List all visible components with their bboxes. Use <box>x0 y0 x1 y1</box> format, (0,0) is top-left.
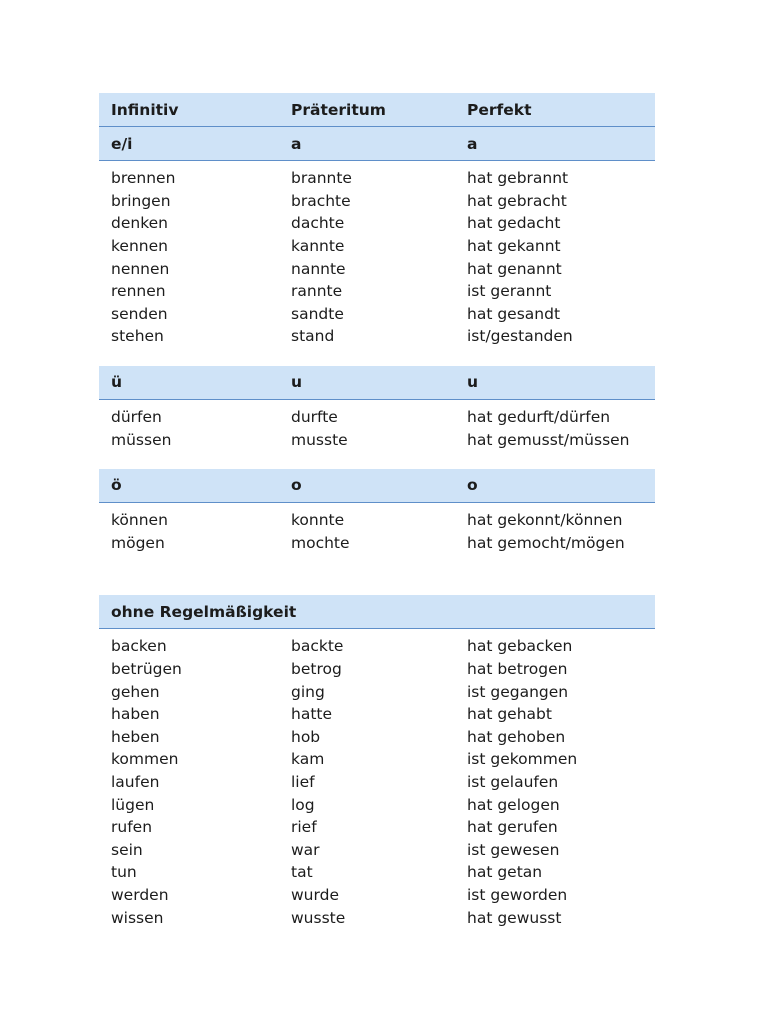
table-row <box>99 861 655 884</box>
table-row <box>99 428 655 451</box>
table-row <box>99 793 655 816</box>
cell-infinitiv: tun <box>111 863 137 882</box>
cell-infinitiv: bringen <box>111 191 171 210</box>
cell-praeteritum: sandte <box>291 304 344 323</box>
cell-perfekt: hat gedurft/dürfen <box>467 408 611 427</box>
cell-praeteritum: lief <box>291 772 315 791</box>
cell-praeteritum: wurde <box>291 885 339 904</box>
cell-praeteritum: backte <box>291 637 344 656</box>
group-label-perfekt: u <box>467 373 479 392</box>
group-rows <box>99 161 655 348</box>
table-row <box>99 748 655 771</box>
group-label-praeteritum: a <box>291 134 302 153</box>
table-row <box>99 303 655 326</box>
cell-praeteritum: wusste <box>291 908 346 927</box>
cell-praeteritum: konnte <box>291 511 345 530</box>
cell-perfekt: hat gedacht <box>467 214 561 233</box>
cell-perfekt: hat gebracht <box>467 191 567 210</box>
cell-praeteritum: kannte <box>291 237 345 256</box>
cell-perfekt: hat getan <box>467 863 543 882</box>
cell-perfekt: hat gewusst <box>467 908 562 927</box>
cell-perfekt: hat gesandt <box>467 304 561 323</box>
group-rows <box>99 503 655 554</box>
cell-perfekt: hat gehoben <box>467 727 566 746</box>
header-perfekt: Perfekt <box>467 100 532 119</box>
cell-perfekt: hat gekannt <box>467 237 561 256</box>
group-rows <box>99 400 655 451</box>
cell-infinitiv: können <box>111 511 168 530</box>
table-row <box>99 771 655 794</box>
table-row <box>99 838 655 861</box>
cell-infinitiv: lügen <box>111 795 155 814</box>
cell-praeteritum: musste <box>291 430 348 449</box>
group-header-row <box>99 469 655 503</box>
cell-praeteritum: war <box>291 840 320 859</box>
spacer <box>99 451 655 469</box>
table-row <box>99 658 655 681</box>
cell-praeteritum: durfte <box>291 408 338 427</box>
cell-infinitiv: heben <box>111 727 160 746</box>
cell-infinitiv: müssen <box>111 430 172 449</box>
verb-table <box>99 93 655 929</box>
cell-praeteritum: mochte <box>291 533 350 552</box>
cell-praeteritum: stand <box>291 327 335 346</box>
cell-infinitiv: betrügen <box>111 660 182 679</box>
group-label-infinitiv: ü <box>111 373 123 392</box>
group-header-row <box>99 366 655 400</box>
cell-infinitiv: sein <box>111 840 143 859</box>
cell-perfekt: ist gekommen <box>467 750 578 769</box>
header-infinitiv: Infinitiv <box>111 100 179 119</box>
cell-praeteritum: rief <box>291 818 317 837</box>
table-row <box>99 325 655 348</box>
cell-infinitiv: wissen <box>111 908 164 927</box>
table-row <box>99 906 655 929</box>
cell-infinitiv: kennen <box>111 237 168 256</box>
cell-perfekt: hat gerufen <box>467 818 558 837</box>
cell-infinitiv: nennen <box>111 259 170 278</box>
table-row <box>99 726 655 749</box>
cell-perfekt: hat betrogen <box>467 660 568 679</box>
cell-infinitiv: laufen <box>111 772 160 791</box>
table-row <box>99 635 655 658</box>
cell-perfekt: hat gekonnt/können <box>467 511 623 530</box>
table-row <box>99 257 655 280</box>
group-label-perfekt: a <box>467 134 478 153</box>
cell-praeteritum: hatte <box>291 705 333 724</box>
table-row <box>99 167 655 190</box>
cell-perfekt: hat gebacken <box>467 637 573 656</box>
cell-infinitiv: backen <box>111 637 167 656</box>
cell-infinitiv: gehen <box>111 682 160 701</box>
group-label-perfekt: o <box>467 476 478 495</box>
group-header-row <box>99 127 655 161</box>
cell-infinitiv: senden <box>111 304 168 323</box>
cell-perfekt: ist/gestanden <box>467 327 573 346</box>
cell-praeteritum: tat <box>291 863 313 882</box>
table-row <box>99 816 655 839</box>
cell-praeteritum: brachte <box>291 191 351 210</box>
cell-praeteritum: hob <box>291 727 321 746</box>
table-row <box>99 235 655 258</box>
table-row <box>99 280 655 303</box>
cell-perfekt: ist gerannt <box>467 282 552 301</box>
table-row <box>99 680 655 703</box>
table-row <box>99 703 655 726</box>
table-row <box>99 190 655 213</box>
group-label-infinitiv: e/i <box>111 134 133 153</box>
table-row <box>99 406 655 429</box>
cell-perfekt: hat genannt <box>467 259 562 278</box>
cell-praeteritum: rannte <box>291 282 343 301</box>
spacer <box>99 348 655 366</box>
cell-perfekt: hat gehabt <box>467 705 552 724</box>
cell-infinitiv: rennen <box>111 282 166 301</box>
header-praeteritum: Präteritum <box>291 100 386 119</box>
cell-infinitiv: stehen <box>111 327 164 346</box>
cell-praeteritum: nannte <box>291 259 346 278</box>
table-row <box>99 532 655 555</box>
cell-praeteritum: betrog <box>291 660 342 679</box>
cell-infinitiv: rufen <box>111 818 153 837</box>
column-header-row <box>99 93 655 127</box>
cell-praeteritum: kam <box>291 750 325 769</box>
cell-perfekt: ist geworden <box>467 885 568 904</box>
cell-infinitiv: werden <box>111 885 169 904</box>
group-label-praeteritum: o <box>291 476 302 495</box>
cell-perfekt: ist gewesen <box>467 840 560 859</box>
cell-perfekt: hat gebrannt <box>467 169 569 188</box>
irregular-header-row <box>99 595 655 629</box>
irregular-label: ohne Regelmäßigkeit <box>111 602 297 621</box>
group-label-praeteritum: u <box>291 373 303 392</box>
irregular-rows <box>99 629 655 929</box>
cell-infinitiv: dürfen <box>111 408 162 427</box>
table-row <box>99 884 655 907</box>
cell-infinitiv: haben <box>111 705 160 724</box>
cell-praeteritum: ging <box>291 682 325 701</box>
cell-perfekt: hat gelogen <box>467 795 560 814</box>
table-row <box>99 212 655 235</box>
cell-perfekt: hat gemusst/müssen <box>467 430 630 449</box>
table-row <box>99 509 655 532</box>
cell-praeteritum: log <box>291 795 315 814</box>
cell-infinitiv: denken <box>111 214 168 233</box>
cell-perfekt: ist gelaufen <box>467 772 559 791</box>
group-label-infinitiv: ö <box>111 476 122 495</box>
cell-infinitiv: mögen <box>111 533 165 552</box>
cell-infinitiv: brennen <box>111 169 176 188</box>
cell-infinitiv: kommen <box>111 750 179 769</box>
cell-praeteritum: brannte <box>291 169 352 188</box>
cell-praeteritum: dachte <box>291 214 345 233</box>
cell-perfekt: ist gegangen <box>467 682 569 701</box>
spacer <box>99 554 655 595</box>
cell-perfekt: hat gemocht/mögen <box>467 533 625 552</box>
